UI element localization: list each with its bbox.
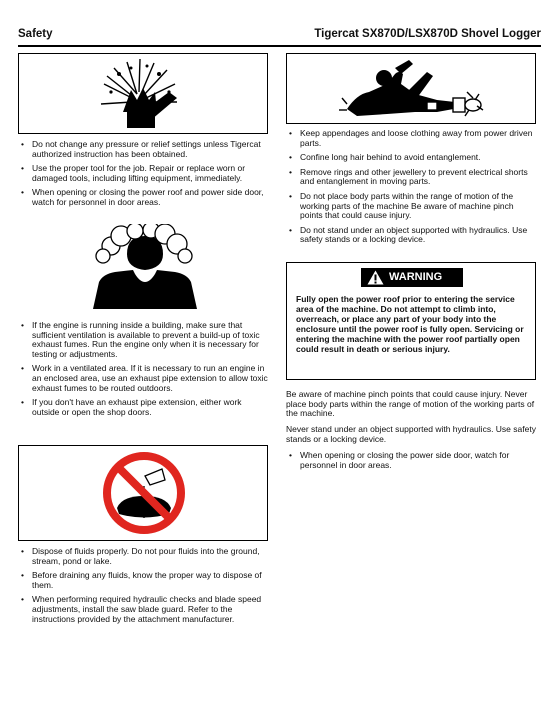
entanglement-hazard-icon [287,54,534,122]
list-item: • Do not change any pressure or relief settings unless Tigercat authorized instruction has been obtained. [18,140,270,159]
explosion-figure [18,53,268,134]
fluid-disposal-figure [18,445,268,541]
no-fluid-dumping-icon [19,446,266,539]
list-item: • Do not stand under an object supported with hydraulics. Use safety stands or a locking device. [286,226,538,245]
left-bullet-list-3 [18,547,270,629]
list-item: • If the engine is running inside a building, make sure that sufficient ventilation is available to prevent a build-up of toxic exhaust fumes. Run the engine only when it is necessary for testing or adjustments. [18,321,270,359]
list-item: • Dispose of fluids properly. Do not pour fluids into the ground, stream, pond or lake. [18,547,270,566]
list-item: • When opening or closing the power side door, watch for personnel in door areas. [286,451,538,470]
section-title: Safety [18,28,53,40]
pinch-point-paragraph: Be aware of machine pinch points that could cause injury. Never place body parts within the range of motion of the working parts of the machine. [286,389,535,419]
list-item: • Remove rings and other jewellery to prevent electrical shorts and entanglement in moving parts. [286,168,538,187]
list-item: • If you don't have an exhaust pipe extension, either work outside or open the shop doors. [18,398,270,417]
left-bullet-list-2 [18,321,270,422]
right-bullet-list-1 [286,129,538,250]
list-item: • Confine long hair behind to avoid entanglement. [286,153,538,163]
right-bullet-list-2 [286,451,538,475]
page-header [18,28,541,42]
list-item: • Before draining any fluids, know the proper way to dispose of them. [18,571,270,590]
document-title: Tigercat SX870D/LSX870D Shovel Logger [314,28,541,40]
toxic-fumes-icon [85,224,205,312]
toxic-fumes-figure [85,224,205,312]
list-item: • When performing required hydraulic checks and blade speed adjustments, install the saw blade guard. Refer to the instructions provided by the attachment manufacturer. [18,595,270,624]
warning-header [361,268,463,287]
list-item: • Use the proper tool for the job. Repair or replace worn or damaged tools, including lifting equipment, immediately. [18,164,270,183]
explosion-hazard-icon [19,54,266,132]
hydraulics-paragraph: Never stand under an object supported with hydraulics. Use safety stands or a locking device. [286,424,536,444]
list-item: • Work in a ventilated area. If it is necessary to run an engine in an enclosed area, use an exhaust pipe extension to allow toxic exhaust fumes to be routed outdoors. [18,364,270,393]
list-item: • Keep appendages and loose clothing away from power driven parts. [286,129,538,148]
header-rule [18,45,541,47]
warning-label: WARNING [389,271,443,283]
entanglement-figure [286,53,536,124]
list-item: • When opening or closing the power roof and power side door, watch for personnel in door areas. [18,188,270,207]
warning-triangle-icon [367,270,384,285]
warning-box [286,262,536,380]
list-item: • Do not place body parts within the range of motion of the working parts of the machine Be aware of machine pinch points that could cause injury. [286,192,538,221]
warning-text: Fully open the power roof prior to entering the service area of the machine. Do not attempt to climb into, overreach, or place any part of your body into the enclosure until the power roof is fully open. Servicing or entering the machine with the power roof partially open could result in death or serious injury. [296,294,524,354]
left-bullet-list-1 [18,140,270,213]
